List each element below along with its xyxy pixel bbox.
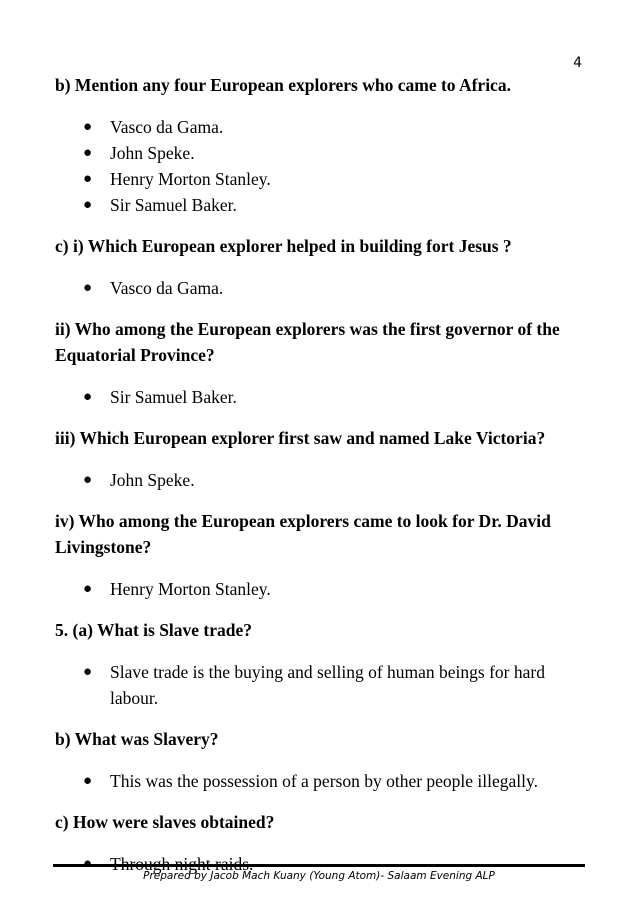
bullet-icon: ●: [83, 472, 93, 488]
answer-item: [83, 140, 587, 166]
answer-item: [83, 467, 587, 493]
answer-line: This was the possession of a person by other people illegally.: [110, 771, 539, 791]
answer-list: [55, 275, 587, 301]
document-body: [55, 72, 587, 877]
answer-list: [55, 576, 587, 602]
answer-line: Slave trade is the buying and selling of human beings for hard: [110, 662, 545, 682]
question-heading: [55, 508, 587, 560]
answer-line: John Speke.: [110, 143, 195, 163]
answer-item: [83, 192, 587, 218]
question-heading: [55, 425, 587, 451]
answer-line: Vasco da Gama.: [110, 117, 224, 137]
answer-item: [83, 576, 587, 602]
answer-line: Sir Samuel Baker.: [110, 387, 237, 407]
question-line: Livingstone?: [55, 537, 152, 557]
answer-line: Vasco da Gama.: [110, 278, 224, 298]
answer-list: [55, 659, 587, 711]
question-heading: [55, 809, 587, 835]
answer-list: [55, 114, 587, 218]
question-heading: [55, 617, 587, 643]
bullet-icon: ●: [83, 856, 93, 872]
answer-list: [55, 467, 587, 493]
bullet-icon: ●: [83, 119, 93, 135]
answer-line: Henry Morton Stanley.: [110, 579, 271, 599]
bullet-icon: ●: [83, 389, 93, 405]
answer-line: Sir Samuel Baker.: [110, 195, 237, 215]
question-heading: [55, 726, 587, 752]
answer-item: [83, 768, 587, 794]
question-heading: [55, 316, 587, 368]
footer-credit: Prepared by Jacob Mach Kuany (Young Atom)- Salaam Evening ALP: [143, 870, 495, 882]
answer-line: Henry Morton Stanley.: [110, 169, 271, 189]
question-line: iii) Which European explorer first saw and named Lake Victoria?: [55, 428, 546, 448]
bullet-icon: ●: [83, 145, 93, 161]
question-line: iv) Who among the European explorers came to look for Dr. David: [55, 511, 551, 531]
answer-list: [55, 768, 587, 794]
question-line: ii) Who among the European explorers was the first governor of the: [55, 319, 560, 339]
question-line: b) What was Slavery?: [55, 729, 219, 749]
question-line: 5. (a) What is Slave trade?: [55, 620, 253, 640]
answer-line: John Speke.: [110, 470, 195, 490]
bullet-icon: ●: [83, 773, 93, 789]
question-line: c) i) Which European explorer helped in building fort Jesus ?: [55, 236, 512, 256]
answer-line: Through night raids.: [110, 854, 254, 874]
answer-item: [83, 384, 587, 410]
question-line: b) Mention any four European explorers who came to Africa.: [55, 75, 511, 95]
page-number: 4: [573, 55, 582, 71]
question-heading: [55, 233, 587, 259]
answer-list: [55, 384, 587, 410]
bullet-icon: ●: [83, 581, 93, 597]
bullet-icon: ●: [83, 171, 93, 187]
bullet-icon: ●: [83, 280, 93, 296]
question-heading: [55, 72, 587, 98]
answer-item: [83, 166, 587, 192]
bullet-icon: ●: [83, 197, 93, 213]
question-line: c) How were slaves obtained?: [55, 812, 275, 832]
answer-item: [83, 275, 587, 301]
question-line: Equatorial Province?: [55, 345, 215, 365]
bullet-icon: ●: [83, 664, 93, 680]
answer-line: labour.: [110, 688, 159, 708]
answer-item: [83, 114, 587, 140]
footer-rule: [53, 864, 585, 867]
answer-item: [83, 659, 587, 711]
